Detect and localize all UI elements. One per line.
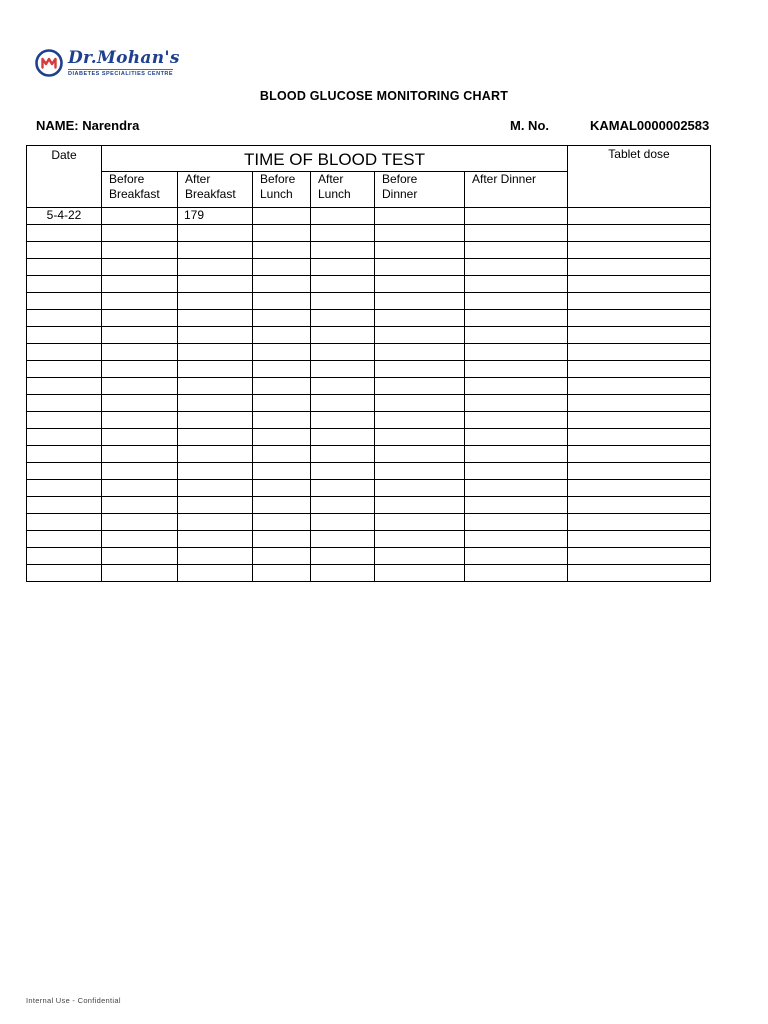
reading-cell[interactable]	[375, 310, 465, 327]
date-cell[interactable]	[27, 446, 102, 463]
page-title: BLOOD GLUCOSE MONITORING CHART	[259, 89, 509, 103]
reading-cell[interactable]	[311, 514, 375, 531]
reading-cell[interactable]	[253, 497, 311, 514]
reading-cell[interactable]	[568, 497, 711, 514]
reading-cell[interactable]	[178, 480, 253, 497]
reading-cell[interactable]	[311, 548, 375, 565]
reading-cell[interactable]	[311, 497, 375, 514]
reading-cell[interactable]	[465, 412, 568, 429]
reading-cell[interactable]	[102, 327, 178, 344]
reading-cell[interactable]: 179	[178, 208, 253, 225]
reading-cell[interactable]	[178, 446, 253, 463]
reading-cell[interactable]	[568, 242, 711, 259]
reading-cell[interactable]	[253, 429, 311, 446]
date-cell[interactable]	[27, 293, 102, 310]
reading-cell[interactable]	[375, 497, 465, 514]
clinic-logo	[34, 48, 180, 80]
reading-cell[interactable]	[102, 565, 178, 582]
reading-cell[interactable]	[465, 548, 568, 565]
reading-cell[interactable]	[178, 531, 253, 548]
reading-cell[interactable]	[253, 395, 311, 412]
reading-cell[interactable]	[568, 446, 711, 463]
reading-cell[interactable]	[311, 480, 375, 497]
reading-cell[interactable]	[311, 276, 375, 293]
reading-cell[interactable]	[102, 344, 178, 361]
reading-cell[interactable]	[375, 412, 465, 429]
date-cell[interactable]	[27, 310, 102, 327]
subheader-after-breakfast: After Breakfast	[178, 172, 253, 208]
reading-cell[interactable]	[311, 259, 375, 276]
reading-cell[interactable]	[465, 310, 568, 327]
reading-cell[interactable]	[102, 548, 178, 565]
tablet-dose-header: Tablet dose	[568, 146, 711, 208]
reading-cell[interactable]	[568, 395, 711, 412]
reading-cell[interactable]	[102, 514, 178, 531]
reading-cell[interactable]	[253, 208, 311, 225]
reading-cell[interactable]	[568, 208, 711, 225]
reading-cell[interactable]	[178, 242, 253, 259]
date-cell[interactable]	[27, 565, 102, 582]
reading-cell[interactable]	[178, 565, 253, 582]
reading-cell[interactable]	[253, 310, 311, 327]
date-cell[interactable]	[27, 531, 102, 548]
date-cell[interactable]	[27, 259, 102, 276]
reading-cell[interactable]	[465, 259, 568, 276]
reading-cell[interactable]	[253, 463, 311, 480]
reading-cell[interactable]	[568, 565, 711, 582]
reading-cell[interactable]	[465, 531, 568, 548]
reading-cell[interactable]	[253, 412, 311, 429]
reading-cell[interactable]	[178, 497, 253, 514]
reading-cell[interactable]	[375, 276, 465, 293]
reading-cell[interactable]	[465, 361, 568, 378]
date-cell[interactable]	[27, 548, 102, 565]
table-row	[27, 242, 711, 259]
table-row	[27, 276, 711, 293]
reading-cell[interactable]	[568, 429, 711, 446]
reading-cell[interactable]	[465, 514, 568, 531]
table-row	[27, 259, 711, 276]
reading-cell[interactable]	[311, 446, 375, 463]
table-row	[27, 446, 711, 463]
reading-cell[interactable]	[178, 259, 253, 276]
subheader-before-breakfast: Before Breakfast	[102, 172, 178, 208]
reading-cell[interactable]	[568, 514, 711, 531]
reading-cell[interactable]	[102, 310, 178, 327]
table-row	[27, 361, 711, 378]
reading-cell[interactable]	[465, 242, 568, 259]
reading-cell[interactable]	[311, 395, 375, 412]
reading-cell[interactable]	[253, 446, 311, 463]
reading-cell[interactable]	[465, 378, 568, 395]
reading-cell[interactable]	[102, 225, 178, 242]
reading-cell[interactable]	[375, 293, 465, 310]
date-cell[interactable]	[27, 327, 102, 344]
table-row	[27, 412, 711, 429]
reading-cell[interactable]	[375, 242, 465, 259]
reading-cell[interactable]	[102, 531, 178, 548]
reading-cell[interactable]	[178, 548, 253, 565]
reading-cell[interactable]	[311, 225, 375, 242]
subheader-after-lunch: After Lunch	[311, 172, 375, 208]
reading-cell[interactable]	[375, 446, 465, 463]
table-row	[27, 344, 711, 361]
reading-cell[interactable]	[311, 344, 375, 361]
reading-cell[interactable]	[375, 378, 465, 395]
reading-cell[interactable]	[568, 412, 711, 429]
reading-cell[interactable]	[311, 429, 375, 446]
date-cell[interactable]	[27, 429, 102, 446]
reading-cell[interactable]	[568, 548, 711, 565]
date-cell[interactable]	[27, 412, 102, 429]
reading-cell[interactable]	[253, 514, 311, 531]
reading-cell[interactable]	[102, 293, 178, 310]
date-cell[interactable]	[27, 480, 102, 497]
reading-cell[interactable]	[102, 446, 178, 463]
subheader-after-dinner: After Dinner	[465, 172, 568, 208]
reading-cell[interactable]	[253, 344, 311, 361]
date-cell[interactable]	[27, 497, 102, 514]
reading-cell[interactable]	[253, 225, 311, 242]
reading-cell[interactable]	[178, 327, 253, 344]
reading-cell[interactable]	[568, 531, 711, 548]
table-row	[27, 548, 711, 565]
reading-cell[interactable]	[102, 429, 178, 446]
reading-cell[interactable]	[568, 480, 711, 497]
reading-cell[interactable]	[311, 463, 375, 480]
reading-cell[interactable]	[465, 327, 568, 344]
time-of-test-header: TIME OF BLOOD TEST	[102, 146, 568, 172]
reading-cell[interactable]	[465, 293, 568, 310]
reading-cell[interactable]	[253, 480, 311, 497]
reading-cell[interactable]	[253, 378, 311, 395]
reading-cell[interactable]	[102, 480, 178, 497]
reading-cell[interactable]	[568, 463, 711, 480]
reading-cell[interactable]	[253, 548, 311, 565]
reading-cell[interactable]	[178, 514, 253, 531]
reading-cell[interactable]	[311, 310, 375, 327]
date-cell[interactable]	[27, 361, 102, 378]
reading-cell[interactable]	[375, 395, 465, 412]
mno-value: KAMAL0000002583	[590, 118, 710, 133]
date-cell[interactable]	[27, 242, 102, 259]
reading-cell[interactable]	[375, 225, 465, 242]
table-row	[27, 310, 711, 327]
reading-cell[interactable]	[568, 310, 711, 327]
reading-cell[interactable]	[465, 446, 568, 463]
date-cell[interactable]	[27, 463, 102, 480]
reading-cell[interactable]	[178, 395, 253, 412]
logo-subtitle: DIABETES SPECIALITIES CENTRE	[68, 71, 174, 77]
reading-cell[interactable]	[253, 276, 311, 293]
logo-brand-name: Dr.Mohan's	[68, 48, 180, 68]
reading-cell[interactable]	[102, 412, 178, 429]
reading-cell[interactable]	[253, 242, 311, 259]
reading-cell[interactable]	[568, 327, 711, 344]
date-cell[interactable]	[27, 276, 102, 293]
table-row	[27, 429, 711, 446]
reading-cell[interactable]	[375, 327, 465, 344]
reading-cell[interactable]	[253, 327, 311, 344]
reading-cell[interactable]	[375, 565, 465, 582]
reading-cell[interactable]	[178, 361, 253, 378]
reading-cell[interactable]	[253, 259, 311, 276]
reading-cell[interactable]	[568, 293, 711, 310]
reading-cell[interactable]	[568, 225, 711, 242]
blood-glucose-table	[26, 145, 711, 582]
reading-cell[interactable]	[465, 429, 568, 446]
reading-cell[interactable]	[178, 293, 253, 310]
table-row	[27, 497, 711, 514]
date-cell[interactable]	[27, 225, 102, 242]
reading-cell[interactable]	[102, 497, 178, 514]
reading-cell[interactable]	[311, 361, 375, 378]
reading-cell[interactable]	[253, 361, 311, 378]
subheader-before-dinner: Before Dinner	[375, 172, 465, 208]
reading-cell[interactable]	[102, 242, 178, 259]
reading-cell[interactable]	[253, 565, 311, 582]
reading-cell[interactable]	[102, 395, 178, 412]
patient-name: NAME: Narendra	[36, 118, 140, 133]
reading-cell[interactable]	[375, 548, 465, 565]
table-row	[27, 395, 711, 412]
reading-cell[interactable]	[311, 565, 375, 582]
reading-cell[interactable]	[311, 293, 375, 310]
reading-cell[interactable]	[311, 327, 375, 344]
table-body	[27, 208, 711, 582]
table-row	[27, 480, 711, 497]
table-row	[27, 208, 711, 225]
reading-cell[interactable]	[375, 361, 465, 378]
reading-cell[interactable]	[102, 378, 178, 395]
reading-cell[interactable]	[375, 259, 465, 276]
table-row	[27, 293, 711, 310]
date-cell[interactable]	[27, 378, 102, 395]
table-row	[27, 531, 711, 548]
reading-cell[interactable]	[375, 429, 465, 446]
reading-cell[interactable]	[465, 225, 568, 242]
reading-cell[interactable]	[568, 259, 711, 276]
table-row	[27, 378, 711, 395]
reading-cell[interactable]	[311, 378, 375, 395]
reading-cell[interactable]	[465, 208, 568, 225]
reading-cell[interactable]	[178, 310, 253, 327]
reading-cell[interactable]	[178, 344, 253, 361]
reading-cell[interactable]	[568, 276, 711, 293]
reading-cell[interactable]	[465, 480, 568, 497]
reading-cell[interactable]	[178, 429, 253, 446]
reading-cell[interactable]	[253, 531, 311, 548]
mno-label: M. No.	[510, 118, 549, 133]
reading-cell[interactable]	[465, 497, 568, 514]
table-row	[27, 225, 711, 242]
table-row	[27, 514, 711, 531]
reading-cell[interactable]	[465, 395, 568, 412]
reading-cell[interactable]	[102, 463, 178, 480]
reading-cell[interactable]	[375, 480, 465, 497]
reading-cell[interactable]	[568, 344, 711, 361]
reading-cell[interactable]	[102, 276, 178, 293]
reading-cell[interactable]	[311, 242, 375, 259]
reading-cell[interactable]	[568, 378, 711, 395]
dr-mohans-logo-icon	[34, 48, 64, 78]
reading-cell[interactable]	[465, 463, 568, 480]
reading-cell[interactable]	[375, 208, 465, 225]
footer-note: Internal Use - Confidential	[26, 996, 121, 1005]
subheader-before-lunch: Before Lunch	[253, 172, 311, 208]
table-row	[27, 327, 711, 344]
reading-cell[interactable]	[178, 276, 253, 293]
reading-cell[interactable]	[253, 293, 311, 310]
reading-cell[interactable]	[375, 514, 465, 531]
reading-cell[interactable]	[465, 276, 568, 293]
reading-cell[interactable]	[102, 259, 178, 276]
reading-cell[interactable]	[375, 463, 465, 480]
reading-cell[interactable]	[178, 463, 253, 480]
date-cell[interactable]: 5-4-22	[27, 208, 102, 225]
reading-cell[interactable]	[102, 208, 178, 225]
reading-cell[interactable]	[311, 412, 375, 429]
date-cell[interactable]	[27, 344, 102, 361]
reading-cell[interactable]	[178, 378, 253, 395]
reading-cell[interactable]	[465, 344, 568, 361]
reading-cell[interactable]	[178, 225, 253, 242]
date-cell[interactable]	[27, 395, 102, 412]
date-header: Date	[27, 146, 102, 208]
date-cell[interactable]	[27, 514, 102, 531]
reading-cell[interactable]	[375, 531, 465, 548]
table-row	[27, 463, 711, 480]
reading-cell[interactable]	[375, 344, 465, 361]
reading-cell[interactable]	[568, 361, 711, 378]
reading-cell[interactable]	[102, 361, 178, 378]
table-row	[27, 565, 711, 582]
reading-cell[interactable]	[311, 531, 375, 548]
reading-cell[interactable]	[178, 412, 253, 429]
reading-cell[interactable]	[465, 565, 568, 582]
reading-cell[interactable]	[311, 208, 375, 225]
